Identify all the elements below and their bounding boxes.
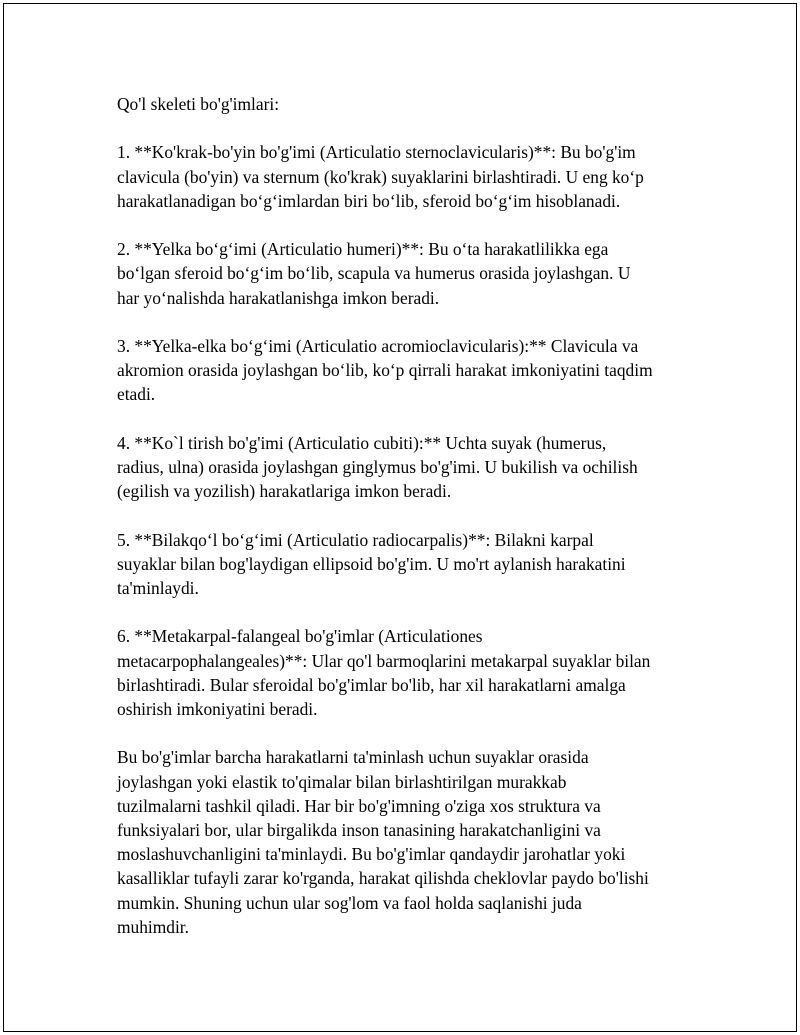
paragraph-line: (egilish va yozilish) harakatlariga imkon beradi. (117, 481, 452, 502)
paragraph-elbow-joint (117, 431, 697, 504)
paragraph-sternoclavicular-joint (117, 140, 697, 213)
paragraph-line: 5. **Bilakqo‘l bo‘g‘imi (Articulatio radiocarpalis)**: Bilakni karpal (117, 529, 594, 550)
paragraph-radiocarpal-joint (117, 528, 697, 601)
paragraph-line: 4. **Ko`l tirish bo'g'imi (Articulatio cubiti):** Uchta suyak (humerus, (117, 432, 607, 453)
paragraph-line: harakatlanadigan bo‘g‘imlardan biri bo‘lib, sferoid bo‘g‘im hisoblanadi. (117, 190, 621, 211)
paragraph-conclusion (117, 745, 697, 939)
document-body (117, 92, 697, 963)
paragraph-line: birlashtiradi. Bular sferoidal bo'g'imlar bo'lib, har xil harakatlarni amalga (117, 674, 626, 695)
paragraph-line: 2. **Yelka bo‘g‘imi (Articulatio humeri)**: Bu o‘ta harakatlilikka ega (117, 239, 609, 260)
paragraph-line: 1. **Ko'krak-bo'yin bo'g'imi (Articulatio sternoclavicularis)**: Bu bo'g'im (117, 142, 636, 163)
paragraph-line: har yo‘nalishda harakatlanishga imkon beradi. (117, 287, 440, 308)
paragraph-line: Bu bo'g'imlar barcha harakatlarni ta'minlash uchun suyaklar orasida (117, 747, 589, 768)
paragraph-metacarpophalangeal-joints (117, 624, 697, 721)
document-heading: Qo'l skeleti bo'g'imlari: (117, 94, 280, 114)
paragraph-line: 6. **Metakarpal-falangeal bo'g'imlar (Articulationes (117, 626, 483, 647)
paragraph-line: ta'minlaydi. (117, 577, 199, 598)
paragraph-acromioclavicular-joint (117, 334, 697, 407)
paragraph-line: suyaklar bilan bog'laydigan ellipsoid bo'g'im. U mo'rt aylanish harakatini (117, 553, 626, 574)
paragraph-line: 3. **Yelka-elka bo‘g‘imi (Articulatio acromioclavicularis):** Clavicula va (117, 335, 639, 356)
paragraph-line: kasalliklar tufayli zarar ko'rganda, harakat qilishda cheklovlar paydo bo'lishi (117, 868, 649, 889)
paragraph-line: metacarpophalangeales)**: Ular qo'l barmoqlarini metakarpal suyaklar bilan (117, 650, 651, 671)
paragraph-line: moslashuvchanligini ta'minlaydi. Bu bo'g'imlar qandaydir jarohatlar yoki (117, 844, 626, 865)
paragraph-shoulder-joint (117, 237, 697, 310)
paragraph-line: akromion orasida joylashgan bo‘lib, ko‘p qirrali harakat imkoniyatini taqdim (117, 360, 653, 381)
paragraph-line: mumkin. Shuning uchun ular sog'lom va faol holda saqlanishi juda (117, 892, 582, 913)
paragraph-line: muhimdir. (117, 916, 189, 937)
paragraph-line: funksiyalari bor, ular birgalikda inson tanasining harakatchanligini va (117, 819, 601, 840)
paragraph-line: clavicula (bo'yin) va sternum (ko'krak) suyaklarini birlashtiradi. U eng ko‘p (117, 166, 644, 187)
paragraph-line: joylashgan yoki elastik to'qimalar bilan birlashtirilgan murakkab (117, 771, 567, 792)
paragraph-line: tuzilmalarni tashkil qiladi. Har bir bo'g'imning o'ziga xos struktura va (117, 795, 601, 816)
paragraph-line: bo‘lgan sferoid bo‘g‘im bo‘lib, scapula va humerus orasida joylashgan. U (117, 263, 631, 284)
paragraph-line: oshirish imkoniyatini beradi. (117, 698, 318, 719)
paragraph-line: etadi. (117, 384, 156, 405)
paragraph-line: radius, ulna) orasida joylashgan ginglymus bo'g'imi. U bukilish va ochilish (117, 456, 638, 477)
